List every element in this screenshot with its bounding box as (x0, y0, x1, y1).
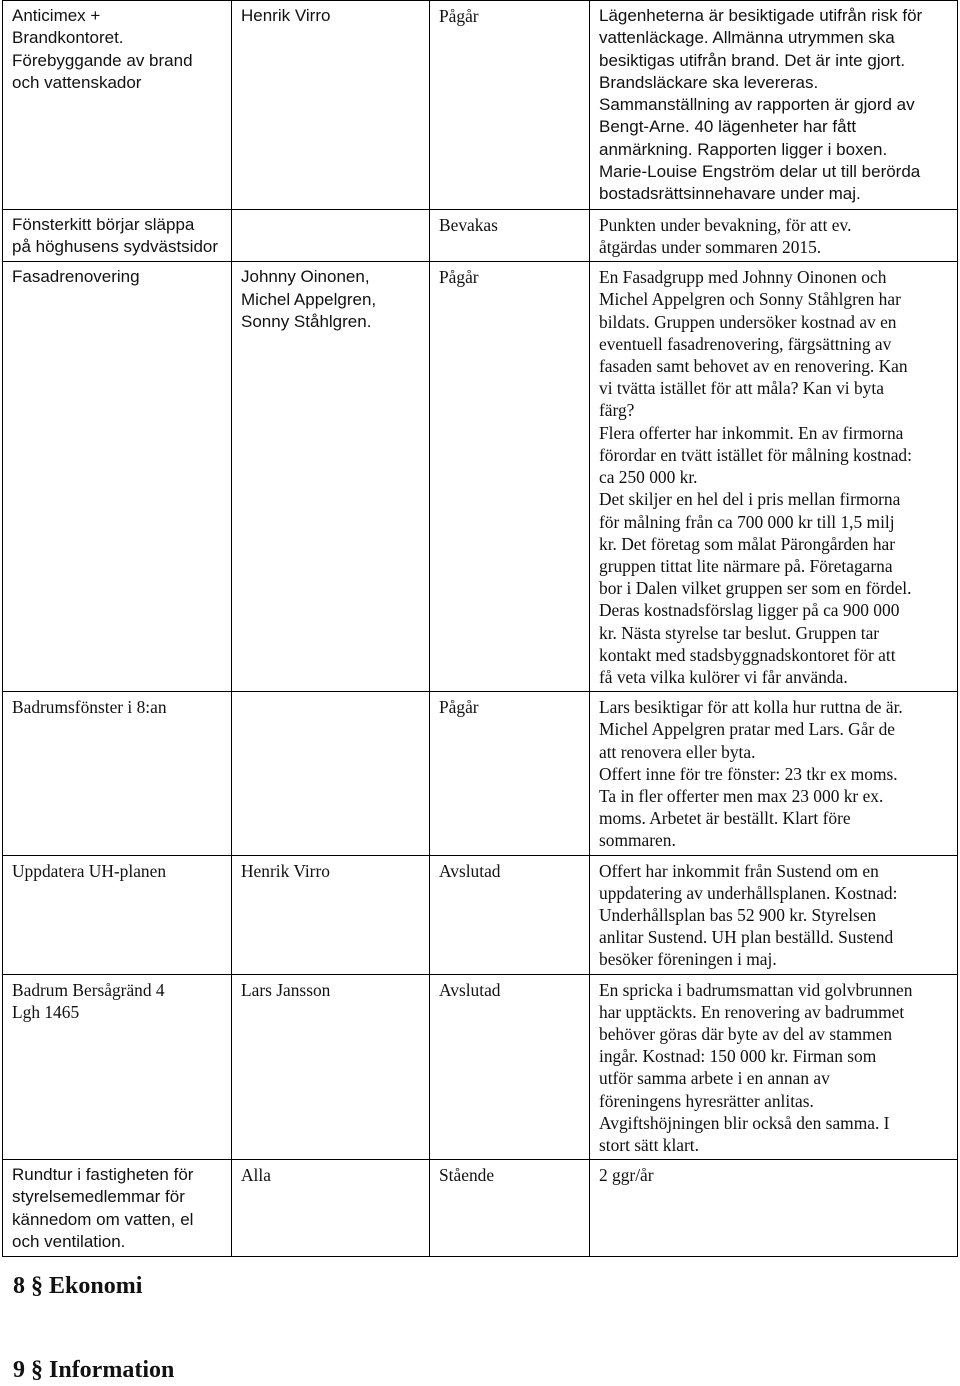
status-cell: Bevakas (430, 209, 590, 262)
responsible-cell: Henrik Virro (232, 855, 430, 974)
notes-cell: 2 ggr/år (590, 1160, 958, 1257)
responsible-cell (232, 209, 430, 262)
notes-cell: En spricka i badrumsmattan vid golvbrunnen har upptäckts. En renovering av badrummet behöver göras där byte av del av stammen ingår. Kostnad: 150 000 kr. Firman som utför samma arbete i en annan av föreningens hyresrätter anlitas. Avgiftshöjningen blir också den samma. I stort sätt klart. (590, 974, 958, 1160)
table-row (3, 1160, 958, 1257)
notes-cell: Lars besiktigar för att kolla hur ruttna de är. Michel Appelgren pratar med Lars. Går de att renovera eller byta. Offert inne för tre fönster: 23 tkr ex moms. Ta in fler offerter men max 23 000 kr ex. moms. Arbetet är beställt. Klart före sommaren. (590, 692, 958, 855)
responsible-cell (232, 692, 430, 855)
topic-cell: Fönsterkitt börjar släppa på höghusens sydvästsidor (3, 209, 232, 262)
table-row (3, 855, 958, 974)
section-heading-information (13, 1356, 174, 1384)
notes-cell: Lägenheterna är besiktigade utifrån risk för vattenläckage. Allmänna utrymmen ska besiktigas utifrån brand. Det är inte gjort. Brandsläckare ska levereras. Sammanställning av rapporten är gjord av Bengt-Arne. 40 lägenheter har fått anmärkning. Rapporten ligger i boxen. Marie-Louise Engström delar ut till berörda bostadsrättsinnehavare under maj. (590, 1, 958, 210)
status-cell: Avslutad (430, 974, 590, 1160)
responsible-cell: Henrik Virro (232, 1, 430, 210)
section-number: 8 (13, 1273, 25, 1299)
notes-cell: Offert har inkommit från Sustend om en uppdatering av underhållsplanen. Kostnad: Underhållsplan bas 52 900 kr. Styrelsen anlitar Sustend. UH plan beställd. Sustend besöker föreningen i maj. (590, 855, 958, 974)
responsible-cell: Johnny Oinonen, Michel Appelgren, Sonny Ståhlgren. (232, 262, 430, 692)
section-title: Information (49, 1357, 175, 1383)
responsible-cell: Lars Jansson (232, 974, 430, 1160)
section-number: 9 (13, 1357, 25, 1383)
topic-cell: Rundtur i fastigheten för styrelsemedlemmar för kännedom om vatten, el och ventilation. (3, 1160, 232, 1257)
table-row (3, 692, 958, 855)
minutes-table (2, 0, 958, 1257)
status-cell: Stående (430, 1160, 590, 1257)
status-cell: Pågår (430, 262, 590, 692)
table-row (3, 974, 958, 1160)
section-title: Ekonomi (49, 1273, 143, 1299)
responsible-cell: Alla (232, 1160, 430, 1257)
table-row (3, 209, 958, 262)
topic-cell: Fasadrenovering (3, 262, 232, 692)
topic-cell: Badrum Bersågränd 4 Lgh 1465 (3, 974, 232, 1160)
section-heading-ekonomi (13, 1272, 142, 1300)
status-cell: Pågår (430, 692, 590, 855)
status-cell: Avslutad (430, 855, 590, 974)
section-symbol: § (31, 1273, 43, 1299)
table-row (3, 262, 958, 692)
notes-cell: Punkten under bevakning, för att ev. åtgärdas under sommaren 2015. (590, 209, 958, 262)
topic-cell: Uppdatera UH-planen (3, 855, 232, 974)
status-cell: Pågår (430, 1, 590, 210)
notes-cell: En Fasadgrupp med Johnny Oinonen och Michel Appelgren och Sonny Ståhlgren har bildats. Gruppen undersöker kostnad av en eventuell fasadrenovering, färgsättning av fasaden samt behovet av en renovering. Kan vi tvätta istället för att måla? Kan vi byta färg? Flera offerter har inkommit. En av firmorna förordar en tvätt istället för målning kostnad: ca 250 000 kr. Det skiljer en hel del i pris mellan firmorna för målning från ca 700 000 kr till 1,5 milj kr. Det företag som målat Pärongården har gruppen tittat lite närmare på. Företagarna bor i Dalen vilket gruppen ser som en fördel. Deras kostnadsförslag ligger på ca 900 000 kr. Nästa styrelse tar beslut. Gruppen tar kontakt med stadsbyggnadskontoret för att få veta vilka kulörer vi får använda. (590, 262, 958, 692)
table-row (3, 1, 958, 210)
section-symbol: § (31, 1357, 43, 1383)
topic-cell: Anticimex + Brandkontoret. Förebyggande av brand och vattenskador (3, 1, 232, 210)
topic-cell: Badrumsfönster i 8:an (3, 692, 232, 855)
